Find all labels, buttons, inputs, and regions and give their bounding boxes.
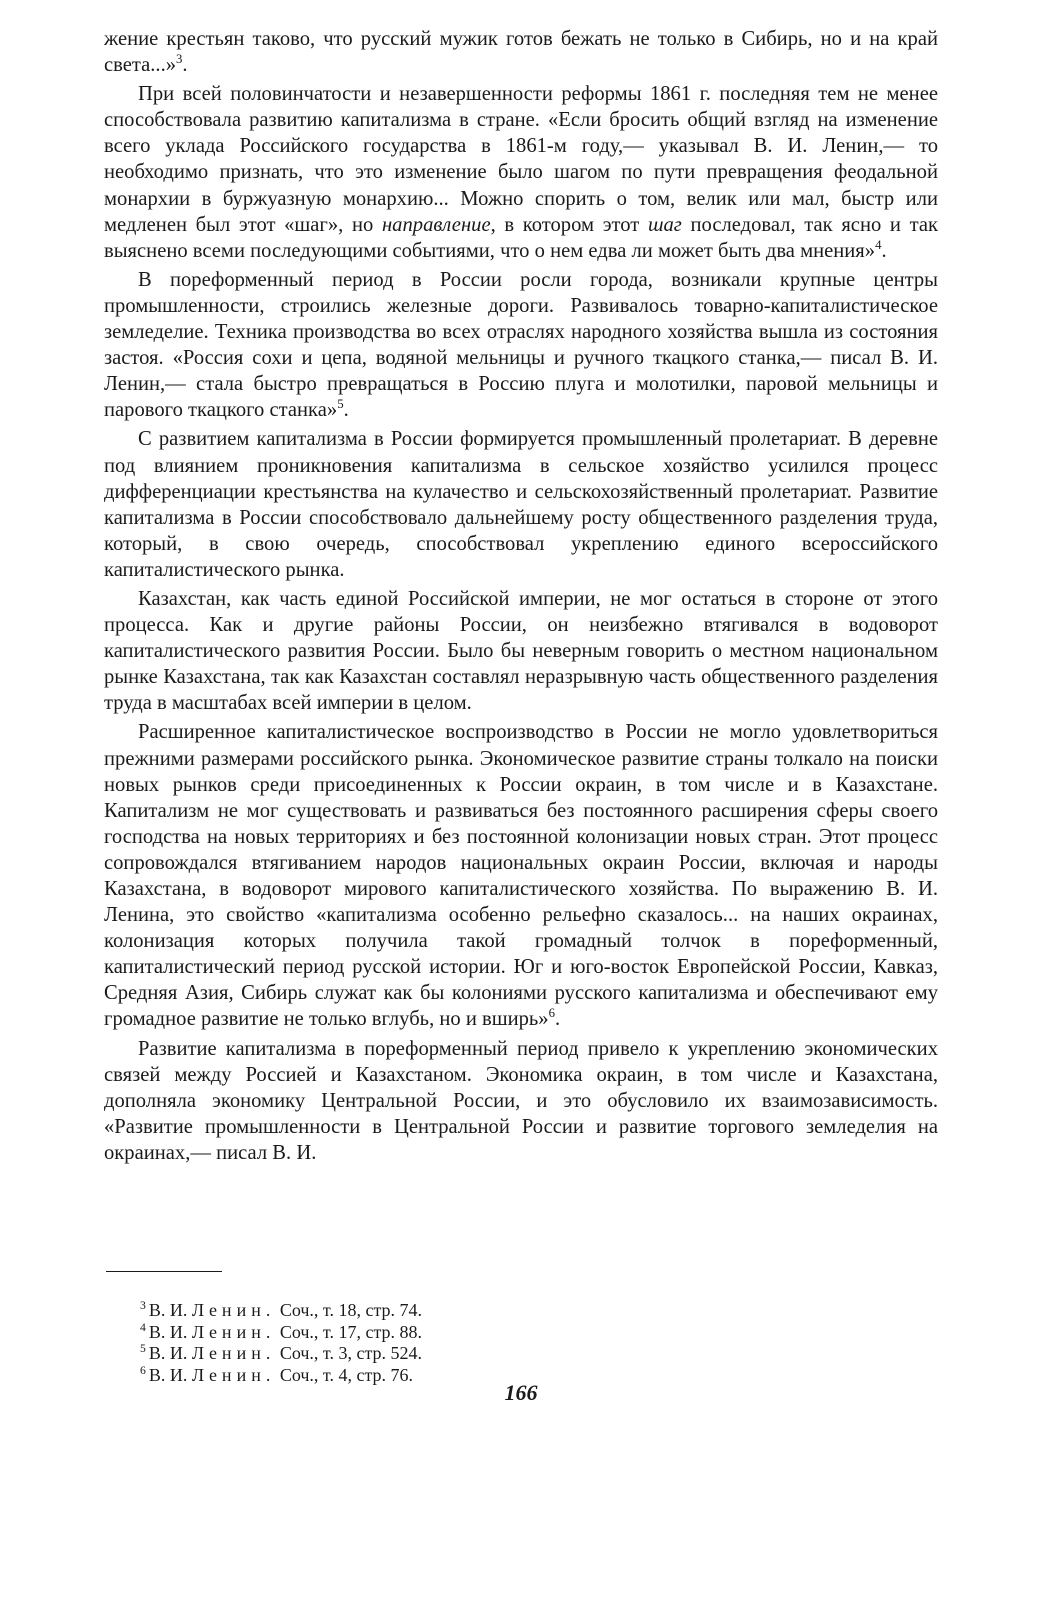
- footnote-author: Ленин.: [191, 1321, 276, 1342]
- footnote-initials: В. И.: [148, 1343, 188, 1363]
- footnote-ref: 5: [337, 397, 344, 412]
- paragraph-text: Расширенное капиталистическое воспроизводство в России не могло удовлетвориться прежними размерами российского рынка. Экономическое развитие страны толкало на поиски новых рынков среди присоединенных к России окраин, в том числе и в Казахстане. Капитализм не мог существовать и развиваться без постоянного расширения сферы своего господства на новых территориях и без постоянной колонизации новых стран. Этот процесс сопровождался втягиванием народов национальных окраин России, включая и народы Казахстана, в водоворот мирового капиталистического хозяйства. По выражению В. И. Ленина, это свойство «капитализма особенно рельефно сказалось... на наших окраинах, колонизация которых получила такой громадный толчок в пореформенный, капиталистический период русской истории. Юг и юго-восток Европейской России, Кавказ, Средняя Азия, Сибирь служат как бы колониями русского капитализма и обеспечивают ему громадное развитие не только вглубь, но и вширь»: [104, 721, 938, 1031]
- paragraph-text: В пореформенный период в России росли города, возникали крупные центры промышленности, строились железные дороги. Развивалось товарно-капиталистическое земледелие. Техника производства во всех отраслях народного хозяйства вышла из состояния застоя. «Россия сохи и цепа, водяной мельницы и ручного ткацкого станка,— писал В. И. Ленин,— стала быстро превращаться в Россию плуга и молотилки, паровой мельницы и парового ткацкого станка»: [104, 268, 938, 422]
- paragraph-text: При всей половинчатости и незавершенности реформы 1861 г. последняя тем не менее способствовала развитию капитализма в стране. «Если бросить общий взгляд на изменение всего уклада Российского государства в 1861-м году,— указывал В. И. Ленин,— то необходимо признать, что это изменение было шагом по пути превращения феодальной монархии в буржуазную монархию... Можно спорить о том, велик или мал, быстр или медленен был этот «шаг», но: [104, 83, 938, 236]
- paragraph-text: последовал, так ясно и так выяснено всеми последующими событиями, что о нем едва ли может быть два мнения»: [104, 213, 938, 262]
- footnote-number: 3: [140, 1299, 146, 1312]
- footnote-author: Ленин.: [191, 1364, 276, 1385]
- paragraph-text: Казахстан, как часть единой Российской империи, не мог остаться в стороне от этого процесса. Как и другие районы России, он неизбежно втягивался в водоворот капиталистического развития России. Было бы неверным говорить о местном национальном рынке Казахстана, так как Казахстан составлял неразрывную часть общественного разделения труда в масштабах всей империи в целом.: [104, 587, 938, 715]
- footnote-reference: Соч., т. 3, стр. 524.: [279, 1343, 423, 1363]
- paragraph: [104, 267, 938, 424]
- emphasis-text: направление: [381, 213, 491, 236]
- footnote-initials: В. И.: [148, 1321, 188, 1342]
- footnote-ref: 6: [548, 1006, 555, 1021]
- footnote-initials: В. И.: [148, 1300, 188, 1320]
- footnote-initials: В. И.: [148, 1364, 188, 1385]
- paragraph-text: жение крестьян таково, что русский мужик готов бежать не только в Сибирь, но и на край света...»: [104, 28, 938, 77]
- footnote-ref: 4: [875, 237, 882, 252]
- footnote-divider: [106, 1271, 222, 1272]
- footnote: [140, 1343, 740, 1365]
- footnote: [140, 1300, 740, 1322]
- emphasis-text: шаг: [647, 213, 682, 236]
- paragraph-text: С развитием капитализма в России формируется промышленный пролетариат. В деревне под влиянием проникновения капитализма в сельское хозяйство усилился процесс дифференциации крестьянства на кулачество и сельскохозяйственный пролетариат. Развитие капитализма в России способствовало дальнейшему росту общественного разделения труда, который, в свою очередь, способствовал укреплению единого всероссийского капиталистического рынка.: [104, 428, 938, 581]
- footnote-number: 6: [140, 1363, 146, 1377]
- paragraph: [104, 1036, 938, 1166]
- paragraph: [104, 586, 938, 716]
- footnote-reference: Соч., т. 17, стр. 88.: [279, 1321, 423, 1342]
- footnotes: [140, 1300, 740, 1386]
- paragraph: [104, 426, 938, 583]
- paragraph-text: .: [343, 399, 349, 422]
- footnote-author: Ленин.: [191, 1300, 276, 1320]
- paragraph: [104, 81, 938, 264]
- footnote-reference: Соч., т. 4, стр. 76.: [279, 1364, 414, 1385]
- footnote-author: Ленин.: [191, 1343, 276, 1363]
- footnote-reference: Соч., т. 18, стр. 74.: [279, 1300, 423, 1320]
- paragraph: [104, 26, 938, 78]
- footnote-number: 5: [140, 1342, 146, 1355]
- body-text: [104, 26, 938, 1166]
- footnote-number: 4: [140, 1320, 146, 1334]
- paragraph: [104, 719, 938, 1032]
- paragraph-text: .: [555, 1008, 561, 1031]
- footnote-ref: 3: [176, 52, 183, 67]
- footnote: [140, 1322, 740, 1344]
- page-number: 166: [504, 1380, 538, 1405]
- paragraph-text: .: [881, 239, 887, 262]
- paragraph-text: .: [182, 54, 188, 77]
- paragraph-text: Развитие капитализма в пореформенный период привело к укреплению экономических связей между Россией и Казахстаном. Экономика окраин, в том числе и Казахстана, дополняла экономику Центральной России, и это обусловило их взаимозависимость. «Развитие промышленности в Центральной России и развитие торгового земледелия на окраинах,— писал В. И.: [104, 1037, 938, 1164]
- paragraph-text: , в котором этот: [490, 213, 648, 236]
